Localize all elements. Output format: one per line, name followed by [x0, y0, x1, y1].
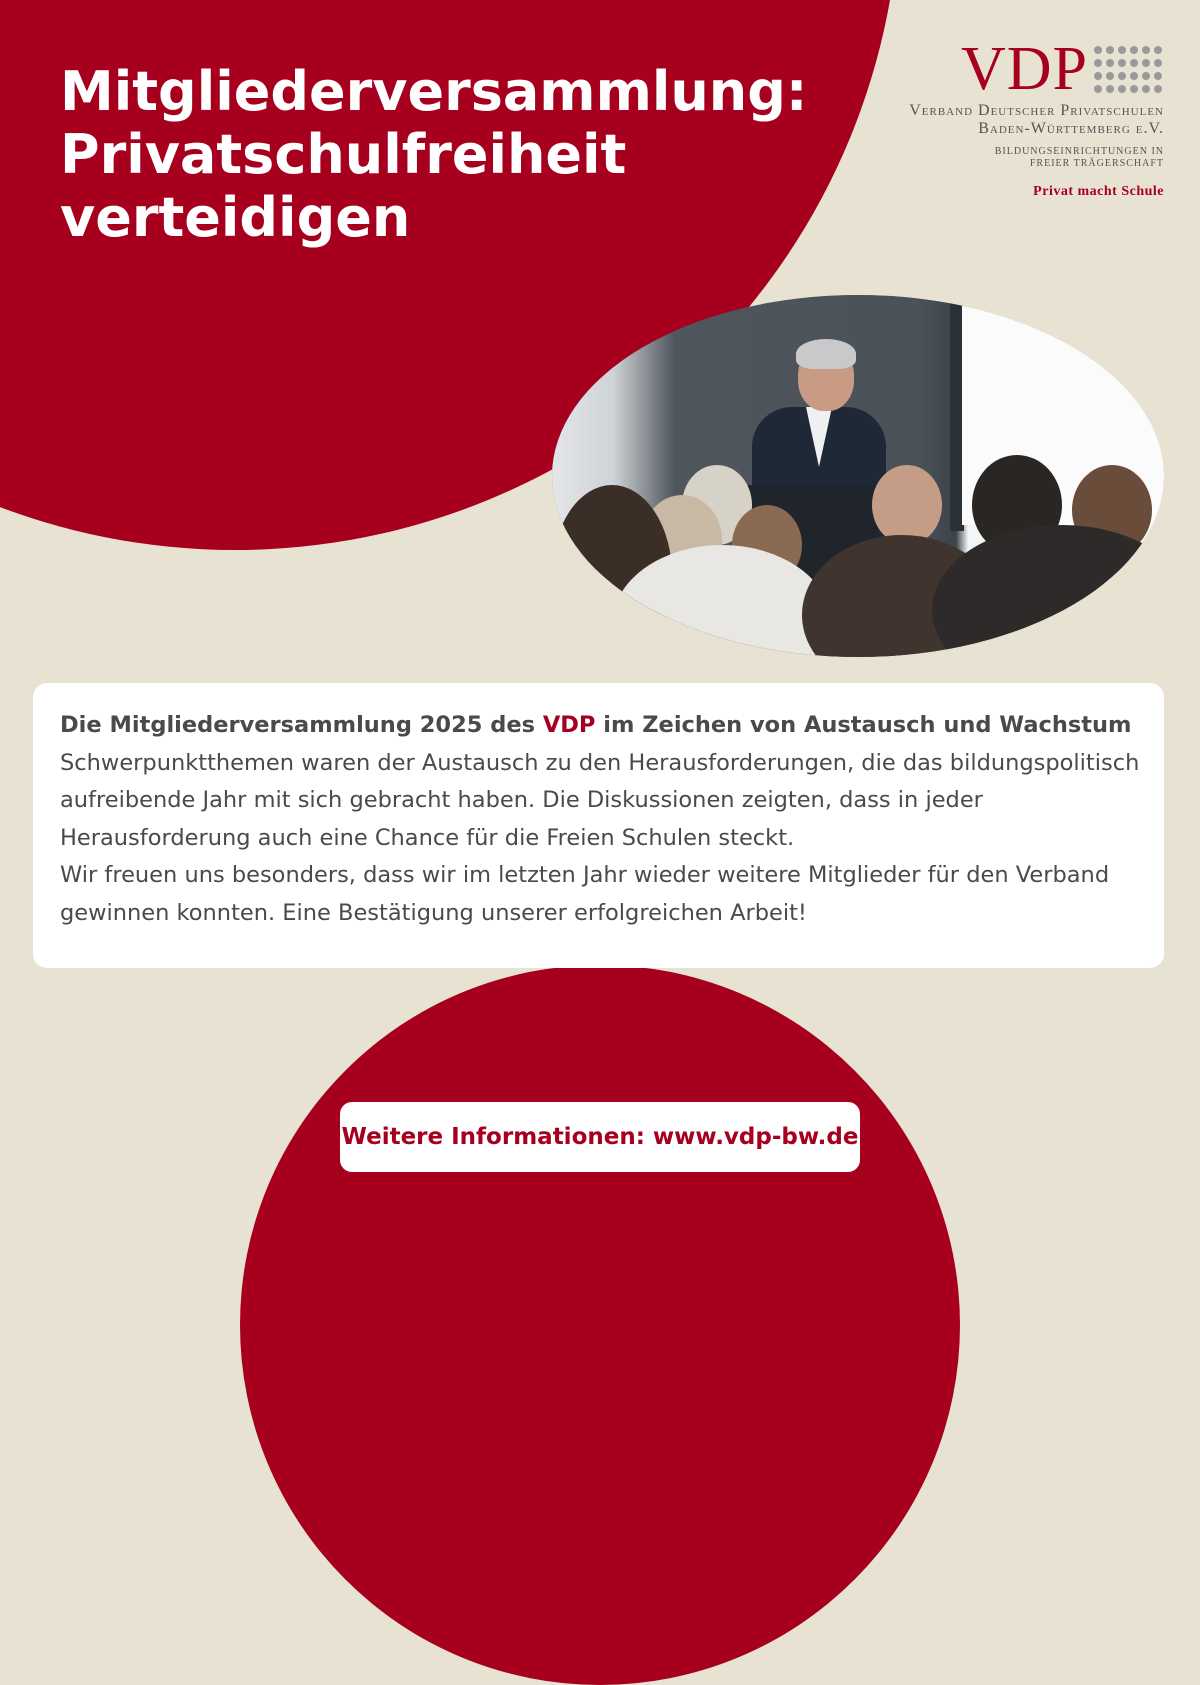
title-line-3: verteidigen — [60, 186, 411, 250]
title-line-1: Mitgliederversammlung: — [60, 60, 808, 123]
logo-wordmark: VDP — [960, 35, 1088, 103]
article-heading — [60, 707, 1145, 745]
logo-org-region: Baden-Württemberg e.V. — [978, 120, 1164, 137]
event-photo — [552, 295, 1164, 657]
article-paragraph-2: Wir freuen uns besonders, dass wir im letzten Jahr wieder weitere Mitglieder für den Verband gewinnen konnten. Eine Bestätigung unserer erfolgreichen Arbeit! — [60, 862, 1110, 926]
article-body — [60, 707, 1145, 932]
article-heading-accent: VDP — [542, 712, 596, 738]
logo-org-name: Verband Deutscher Privatschulen — [909, 102, 1164, 119]
article-heading-post: im Zeichen von Austausch und Wachstum — [595, 712, 1132, 738]
more-info-label: Weitere Informationen: www.vdp-bw.de — [341, 1124, 859, 1150]
logo-sub-line-2: FREIER TRÄGERSCHAFT — [1029, 158, 1164, 169]
logo-tagline: Privat macht Schule — [1033, 184, 1164, 199]
page-title — [60, 60, 808, 250]
logo-sub-line-1: BILDUNGSEINRICHTUNGEN IN — [994, 146, 1164, 157]
article-card — [33, 683, 1164, 968]
title-line-2: Privatschulfreiheit — [60, 123, 627, 187]
logo-mark — [844, 35, 1164, 103]
article-heading-pre: Die Mitgliederversammlung 2025 des — [60, 712, 543, 738]
vdp-logo — [844, 35, 1164, 200]
article-paragraph-1: Schwerpunktthemen waren der Austausch zu den Herausforderungen, die das bildungspolitisch aufreibende Jahr mit sich gebracht haben. Die Diskussionen zeigten, dass in jeder Herausforderung auch eine Chance für die Freien Schulen steckt. — [60, 749, 1140, 851]
decorative-circle-bottom — [240, 965, 960, 1685]
logo-dots-icon — [1094, 46, 1164, 93]
more-info-link[interactable] — [340, 1102, 860, 1172]
